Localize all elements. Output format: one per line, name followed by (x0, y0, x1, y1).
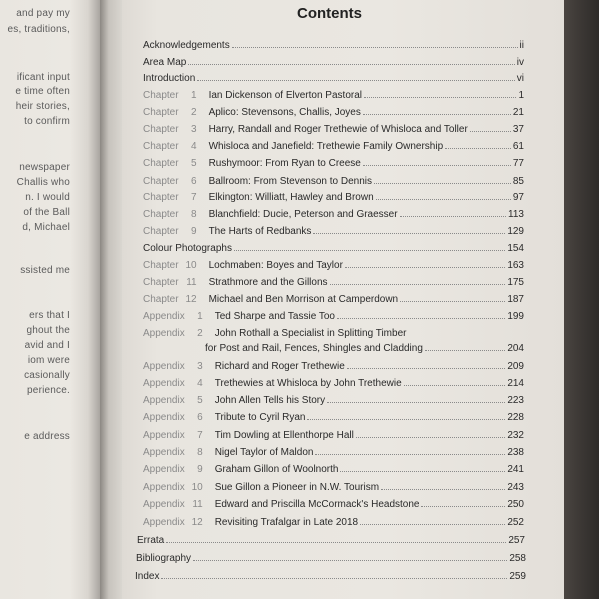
entry-page: 238 (507, 447, 524, 458)
entry-page: 232 (507, 430, 524, 441)
entry-number: 3 (197, 361, 203, 372)
toc-entry-chapter-11 (143, 274, 524, 288)
dot-leader (313, 233, 505, 234)
entry-title: The Harts of Redbanks (208, 226, 312, 237)
dot-leader (360, 524, 505, 525)
dot-leader (445, 148, 511, 149)
entry-label: Chapter (143, 107, 179, 118)
entry-page: 187 (507, 294, 524, 305)
entry-number: 1 (197, 311, 203, 322)
entry-label: Appendix (143, 311, 185, 322)
entry-label: Appendix (143, 430, 185, 441)
dot-leader (345, 267, 505, 268)
table-surface (564, 0, 599, 599)
left-text-line: Challis who (16, 177, 70, 188)
toc-entry-appendix-10 (143, 479, 524, 493)
entry-title: Richard and Roger Trethewie (214, 361, 345, 372)
entry-label: Chapter (143, 294, 179, 305)
entry-page: 1 (518, 90, 524, 101)
dot-leader (470, 131, 511, 132)
entry-number: 4 (197, 378, 203, 389)
entry-title: Graham Gillon of Woolnorth (214, 464, 339, 475)
entry-title: Whisloca and Janefield: Trethewie Family Ownership (208, 141, 444, 152)
toc-entry-appendix-11 (143, 496, 524, 510)
entry-label: Chapter (143, 226, 179, 237)
entry-page: 175 (507, 277, 524, 288)
entry-page: 154 (507, 243, 524, 254)
entry-number: 10 (191, 482, 203, 493)
entry-label: Chapter (143, 176, 179, 187)
entry-title: Michael and Ben Morrison at Camperdown (208, 294, 399, 305)
entry-title: Harry, Randall and Roger Trethewie of Whisloca and Toller (208, 124, 468, 135)
entry-page: ii (519, 40, 524, 51)
entry-label: Chapter (143, 277, 179, 288)
entry-number: 3 (191, 124, 197, 135)
left-text-line: perience. (27, 385, 70, 396)
dot-leader (421, 506, 505, 507)
dot-leader (425, 350, 505, 351)
dot-leader (363, 114, 511, 115)
dot-leader (232, 47, 518, 48)
entry-label: Appendix (143, 464, 185, 475)
left-page (0, 0, 100, 599)
dot-leader (356, 437, 505, 438)
entry-page: 97 (512, 192, 524, 203)
dot-leader (340, 471, 505, 472)
entry-page: 85 (512, 176, 524, 187)
left-text-line: heir stories, (15, 101, 70, 112)
dot-leader (400, 216, 506, 217)
entry-title: Sue Gillon a Pioneer in N.W. Tourism (214, 482, 380, 493)
entry-number: 8 (197, 447, 203, 458)
entry-page: 199 (507, 311, 524, 322)
book-gutter (100, 0, 122, 599)
toc-entry-chapter-1 (143, 87, 524, 101)
entry-number: 12 (185, 294, 197, 305)
entry-label: Appendix (143, 378, 185, 389)
entry-title: Trethewies at Whisloca by John Trethewie (214, 378, 402, 389)
entry-label: Appendix (143, 395, 185, 406)
entry-title: Tribute to Cyril Ryan (214, 412, 306, 423)
left-text-line: of the Ball (23, 207, 70, 218)
entry-page: vi (516, 73, 524, 84)
entry-title: Ted Sharpe and Tassie Too (214, 311, 335, 322)
entry-label: Chapter (143, 90, 179, 101)
entry-title: Tim Dowling at Ellenthorpe Hall (214, 430, 354, 441)
entry-page: 259 (509, 571, 526, 582)
entry-title: Elkington: Williatt, Hawley and Brown (208, 192, 374, 203)
entry-number: 2 (191, 107, 197, 118)
toc-entry-index (135, 568, 526, 582)
toc-entry-chapter-3 (143, 121, 524, 135)
entry-label: Appendix (143, 499, 185, 510)
entry-number: 11 (186, 277, 197, 288)
entry-page: 163 (507, 260, 524, 271)
entry-page: 129 (507, 226, 524, 237)
toc-entry-appendix-7 (143, 427, 524, 441)
entry-number: 10 (185, 260, 197, 271)
dot-leader (381, 489, 505, 490)
toc-entry-errata (137, 532, 525, 546)
dot-leader (364, 97, 516, 98)
entry-number: 6 (191, 176, 197, 187)
entry-label: Appendix (143, 361, 185, 372)
dot-leader (404, 385, 506, 386)
entry-number: 8 (191, 209, 197, 220)
entry-label: Appendix (143, 447, 185, 458)
dot-leader (347, 368, 506, 369)
entry-number: 2 (197, 328, 203, 339)
entry-title: Revisiting Trafalgar in Late 2018 (214, 517, 359, 528)
page-title: Contents (297, 5, 362, 22)
entry-label: Chapter (143, 141, 179, 152)
entry-title: John Allen Tells his Story (214, 395, 326, 406)
entry-title: Blanchfield: Ducie, Peterson and Graesser (208, 209, 398, 220)
entry-label: Chapter (143, 260, 179, 271)
entry-page: iv (516, 57, 524, 68)
entry-title: Rushymoor: From Ryan to Creese (208, 158, 361, 169)
toc-entry-appendix-2 (143, 325, 524, 339)
toc-entry-appendix-4 (143, 375, 524, 389)
toc-entry-chapter-9 (143, 223, 524, 237)
entry-title: Introduction (143, 73, 196, 84)
toc-entry-appendix-9 (143, 461, 524, 475)
dot-leader (197, 80, 515, 81)
entry-number: 9 (197, 464, 203, 475)
toc-entry-chapter-6 (143, 173, 524, 187)
dot-leader (363, 165, 511, 166)
entry-number: 7 (197, 430, 203, 441)
toc-entry-appendix-1 (143, 308, 524, 322)
toc-entry-chapter-5 (143, 155, 524, 169)
entry-page: 37 (512, 124, 524, 135)
toc-entry-appendix-12 (143, 514, 524, 528)
dot-leader (374, 183, 511, 184)
entry-label: Appendix (143, 412, 185, 423)
entry-label: Appendix (143, 328, 185, 339)
entry-number: 5 (197, 395, 203, 406)
left-text-line: ificant input (16, 72, 70, 83)
entry-number: 1 (191, 90, 197, 101)
entry-title-continued: for Post and Rail, Fences, Shingles and Cladding (205, 343, 423, 354)
entry-number: 9 (191, 226, 197, 237)
dot-leader (188, 64, 514, 65)
left-text-line: to confirm (24, 116, 70, 127)
entry-page: 21 (512, 107, 524, 118)
entry-label: Chapter (143, 209, 179, 220)
entry-page: 204 (507, 343, 524, 354)
entry-page: 223 (507, 395, 524, 406)
entry-number: 12 (191, 517, 203, 528)
toc-entry-introduction (143, 70, 524, 84)
left-text-line: iom were (27, 355, 70, 366)
left-text-line: and pay my (16, 8, 70, 19)
toc-entry-area-map (143, 54, 524, 68)
left-text-line: ghout the (26, 325, 70, 336)
left-text-line: e time often (15, 86, 70, 97)
toc-entry-acknowledgements (143, 37, 524, 51)
entry-number: 11 (192, 499, 203, 510)
entry-page: 214 (507, 378, 524, 389)
toc-entry-appendix-8 (143, 444, 524, 458)
toc-entry-colour-photographs (143, 240, 524, 254)
toc-entry-chapter-10 (143, 257, 524, 271)
dot-leader (400, 301, 505, 302)
entry-title: John Rothall a Specialist in Splitting Timber (214, 328, 407, 339)
entry-page: 258 (509, 553, 526, 564)
entry-title: Colour Photographs (143, 243, 232, 254)
toc-entry-appendix-2-cont (205, 340, 524, 354)
left-text-line: n. I would (25, 192, 70, 203)
toc-entry-chapter-4 (143, 138, 524, 152)
entry-title: Bibliography (136, 553, 192, 564)
left-text-line: ers that I (29, 310, 70, 321)
dot-leader (234, 250, 505, 251)
entry-title: Acknowledgements (143, 40, 230, 51)
entry-title: Strathmore and the Gillons (208, 277, 328, 288)
entry-label: Chapter (143, 192, 179, 203)
entry-title: Nigel Taylor of Maldon (214, 447, 314, 458)
dot-leader (376, 199, 511, 200)
dot-leader (330, 284, 506, 285)
dot-leader (161, 578, 507, 579)
toc-entry-appendix-6 (143, 409, 524, 423)
left-text-line: d, Michael (22, 222, 70, 233)
dot-leader (307, 419, 505, 420)
toc-entry-chapter-2 (143, 104, 524, 118)
entry-number: 4 (191, 141, 197, 152)
entry-page: 243 (507, 482, 524, 493)
left-text-line: casionally (24, 370, 70, 381)
entry-title: Ballroom: From Stevenson to Dennis (208, 176, 372, 187)
toc-entry-appendix-3 (143, 358, 524, 372)
entry-label: Appendix (143, 482, 185, 493)
toc-entry-bibliography (136, 550, 526, 564)
toc-entry-chapter-8 (143, 206, 524, 220)
entry-label: Appendix (143, 517, 185, 528)
entry-page: 61 (512, 141, 524, 152)
entry-label: Chapter (143, 124, 179, 135)
entry-page: 228 (507, 412, 524, 423)
left-text-line: es, traditions, (7, 24, 70, 35)
entry-page: 241 (507, 464, 524, 475)
dot-leader (337, 318, 505, 319)
entry-number: 5 (191, 158, 197, 169)
entry-title: Index (135, 571, 160, 582)
left-text-line: newspaper (19, 162, 70, 173)
entry-page: 257 (508, 535, 525, 546)
entry-title: Area Map (143, 57, 187, 68)
dot-leader (315, 454, 505, 455)
toc-entry-chapter-7 (143, 189, 524, 203)
entry-page: 77 (512, 158, 524, 169)
toc-entry-chapter-12 (143, 291, 524, 305)
left-text-line: e address (24, 431, 70, 442)
entry-number: 7 (191, 192, 197, 203)
entry-title: Edward and Priscilla McCormack's Headstone (214, 499, 420, 510)
left-text-line: ssisted me (20, 265, 70, 276)
entry-title: Ian Dickenson of Elverton Pastoral (208, 90, 362, 101)
entry-number: 6 (197, 412, 203, 423)
entry-title: Errata (137, 535, 165, 546)
entry-label: Chapter (143, 158, 179, 169)
entry-page: 250 (507, 499, 524, 510)
entry-page: 209 (507, 361, 524, 372)
entry-page: 252 (507, 517, 524, 528)
toc-entry-appendix-5 (143, 392, 524, 406)
left-text-line: avid and I (24, 340, 70, 351)
dot-leader (166, 542, 506, 543)
entry-page: 113 (508, 209, 524, 220)
dot-leader (193, 560, 507, 561)
entry-title: Aplico: Stevensons, Challis, Joyes (208, 107, 361, 118)
dot-leader (327, 402, 505, 403)
entry-title: Lochmaben: Boyes and Taylor (208, 260, 343, 271)
